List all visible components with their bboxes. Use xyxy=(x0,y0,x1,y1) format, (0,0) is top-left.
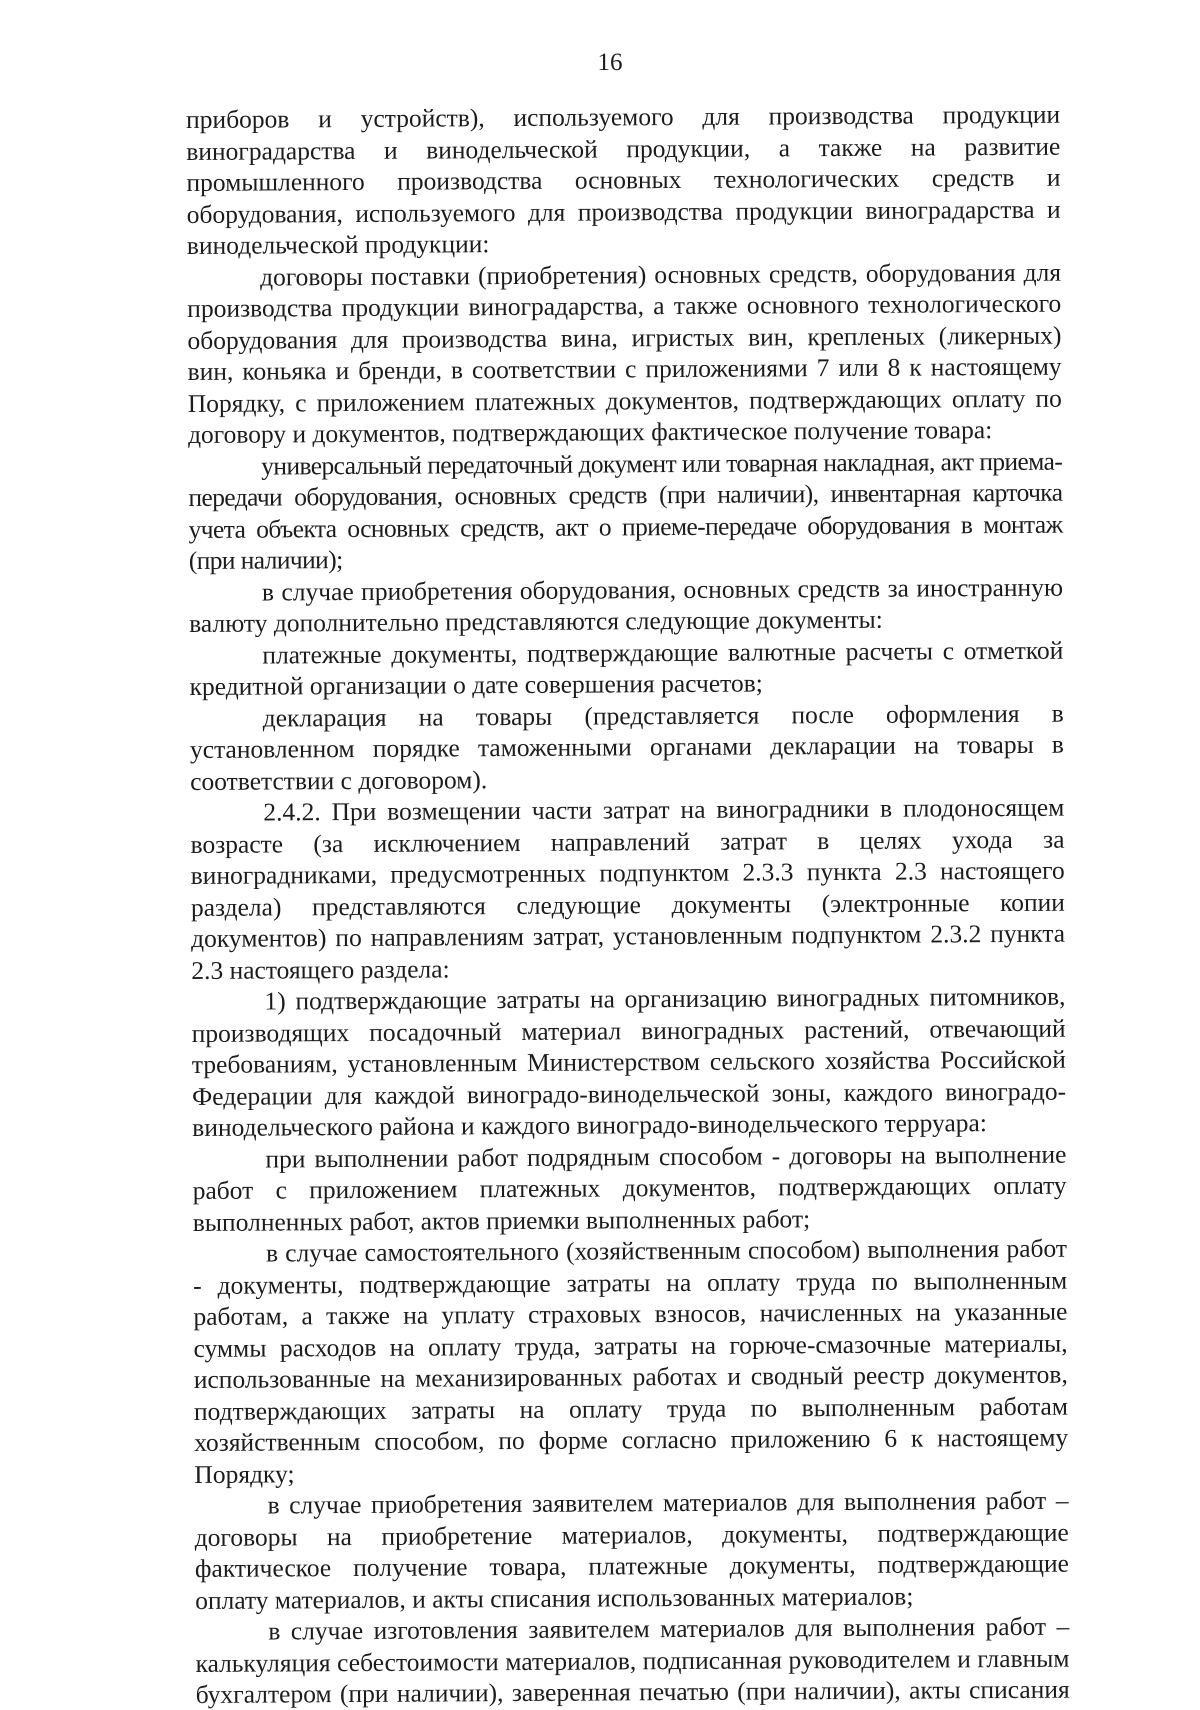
paragraph: в случае приобретения заявителем материалов для выполнения работ – договоры на приобретение материалов, документы, подтверждающие фактическое получение товара, платежные документы, подтверждающие оплату материалов, и акты списания использованных материалов; xyxy=(194,1485,1070,1615)
paragraph: при выполнении работ подрядным способом - договоры на выполнение работ с приложением платежных документов, подтверждающих оплату выполненных работ, актов приемки выполненных работ; xyxy=(192,1139,1067,1237)
paragraph: платежные документы, подтверждающие валютные расчеты с отметкой кредитной организации о дате совершения расчетов; xyxy=(189,635,1064,701)
paragraph: договоры поставки (приобретения) основных средств, оборудования для производства продукции виноградарства, а также основного технологического оборудования для производства вина, игристых вин, крепленых (ликерных) вин, коньяка и бренди, в соответствии с приложениями 7 или 8 к настоящему Порядку, с приложением платежных документов, подтверждающих оплату по договору и документов, подтверждающих фактическое получение товара: xyxy=(187,257,1062,449)
document-body xyxy=(186,99,1070,1710)
paragraph: 1) подтверждающие затраты на организацию виноградных питомников, производящих посадочный материал виноградных растений, отвечающий требованиям, установленным Министерством сельского хозяйства Российской Федерации для каждой виноградо-винодельческой зоны, каждого виноградо-винодельческого района и каждого виноградо-винодельческого терруара: xyxy=(191,981,1067,1142)
paragraph: в случае самостоятельного (хозяйственным способом) выполнения работ - документы, подтверждающие затраты на оплату труда по выполненным работам, а также на уплату страховых взносов, начисленных на указанные суммы расходов на оплату труда, затраты на горюче-смазочные материалы, использованные на механизированных работах и сводный реестр документов, подтверждающих затраты на оплату труда по выполненным работам хозяйственным способом, по форме согласно приложению 6 к настоящему Порядку; xyxy=(193,1233,1069,1489)
paragraph: в случае изготовления заявителем материалов для выполнения работ – калькуляция себестоимости материалов, подписанная руководителем и главным бухгалтером (при наличии), заверенная печатью (при наличии), акты списания xyxy=(195,1611,1070,1709)
paragraph: универсальный передаточный документ или товарная накладная, акт приема-передачи оборудования, основных средств (при наличии), инвентарная карточка учета объекта основных средств, акт о приеме-передаче оборудования в монтаж (при наличии); xyxy=(188,446,1063,575)
paragraph: приборов и устройств), используемого для производства продукции виноградарства и винодельческой продукции, а также на развитие промышленного производства основных технологических средств и оборудования, используемого для производства продукции виноградарства и винодельческой продукции: xyxy=(186,99,1061,260)
paragraph: 2.4.2. При возмещении части затрат на виноградники в плодоносящем возрасте (за исключением направлений затрат в целях ухода за виноградниками, предусмотренных подпунктом 2.3.3 пункта 2.3 настоящего раздела) представляются следующие документы (электронные копии документов) по направлениям затрат, установленным подпунктом 2.3.2 пункта 2.3 настоящего раздела: xyxy=(190,792,1066,985)
paragraph: в случае приобретения оборудования, основных средств за иностранную валюту дополнительно представляются следующие документы: xyxy=(189,572,1064,638)
page-number: 16 xyxy=(597,49,623,76)
paragraph: декларация на товары (представляется после оформления в установленном порядке таможенными органами декларации на товары в соответствии с договором). xyxy=(189,698,1065,796)
